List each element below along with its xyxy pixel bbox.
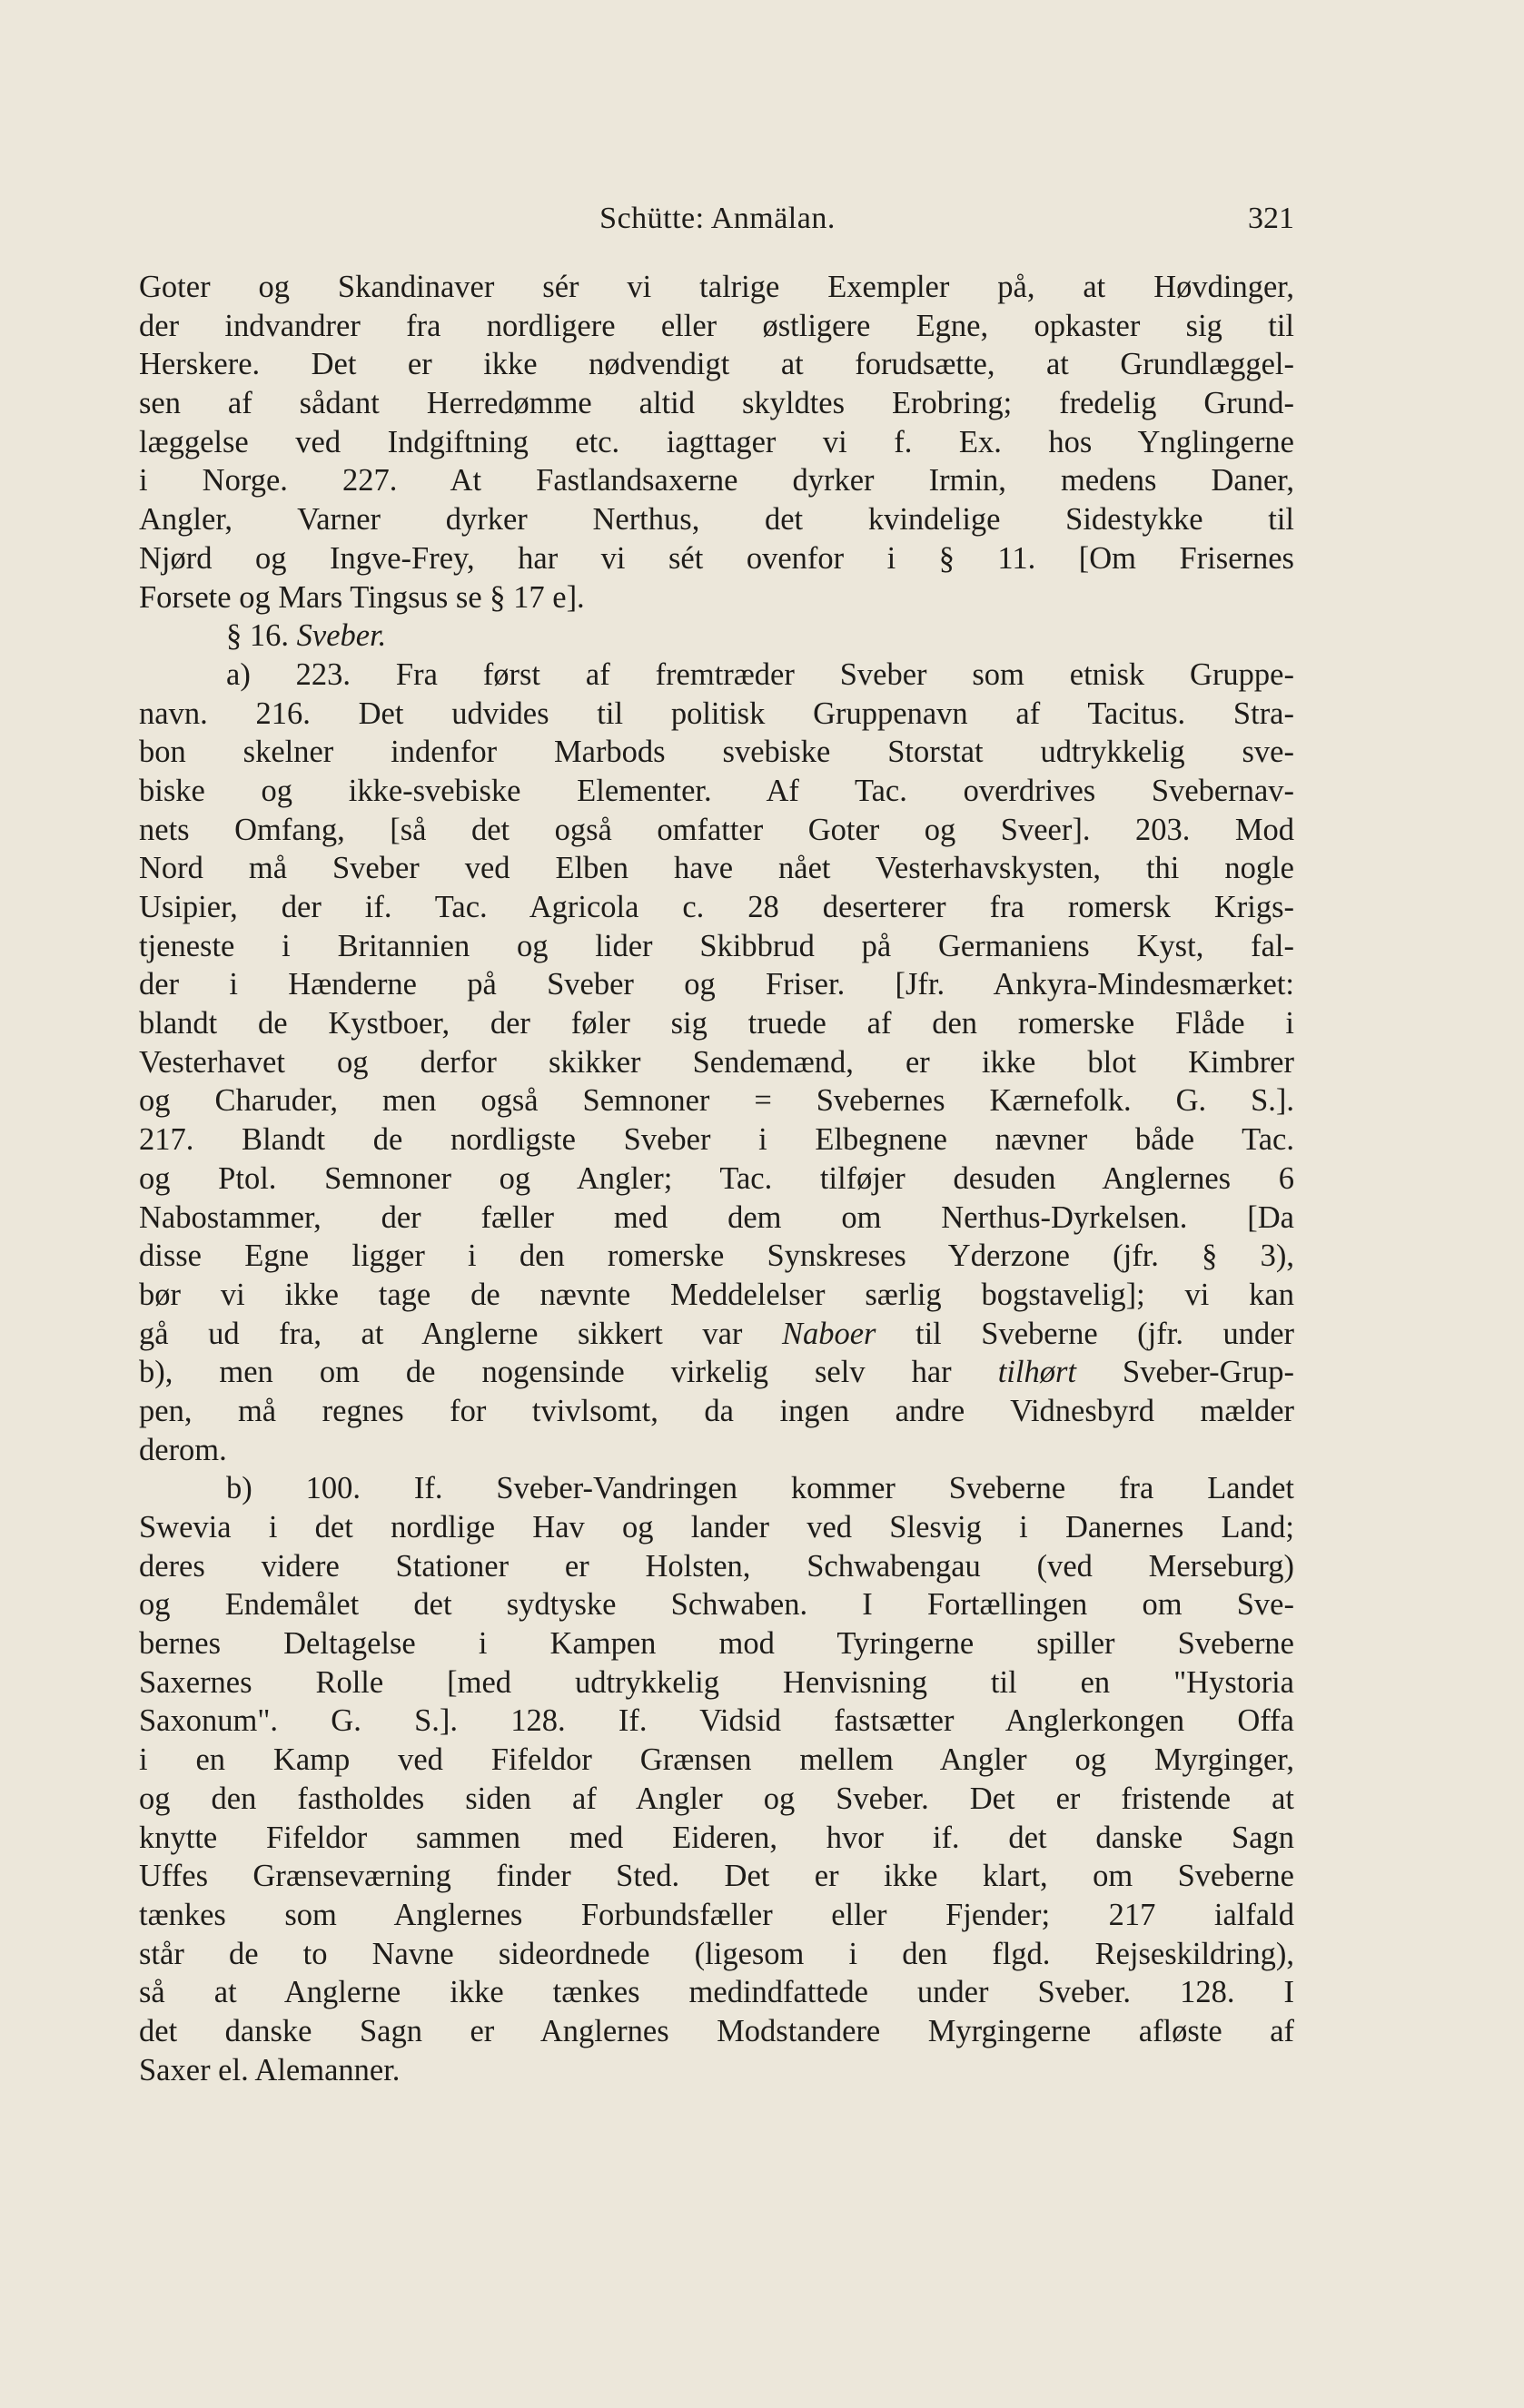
text-line: disse Egne ligger i den romerske Synskreses Yderzone (jfr. § 3), [139, 1239, 1294, 1274]
section-title: Sveber. [296, 618, 387, 654]
text-line: tænkes som Anglernes Forbundsfæller eller Fjender; 217 ialfald [139, 1897, 1294, 1932]
text-line: derom. [139, 1432, 227, 1467]
text-segment: gå ud fra, at Anglerne sikkert var [139, 1316, 743, 1351]
text-line [139, 1315, 1294, 1354]
text-line: Uffes Grænseværning finder Sted. Det er ikke klart, om Sveberne [139, 1859, 1294, 1894]
text-line: læggelse ved Indgiftning etc. iagttager vi f. Ex. hos Ynglingerne [139, 424, 1294, 459]
section-heading [139, 617, 1294, 656]
text-line: og den fastholdes siden af Angler og Sveber. Det er fristende at [139, 1781, 1294, 1816]
text-line: Saxonum". G. S.]. 128. If. Vidsid fastsætter Anglerkongen Offa [139, 1703, 1294, 1739]
text-line: biske og ikke-svebiske Elementer. Af Tac. overdrives Svebernav- [139, 773, 1294, 808]
text-line: tjeneste i Britannien og lider Skibbrud på Germaniens Kyst, fal- [139, 928, 1294, 963]
text-line: i en Kamp ved Fifeldor Grænsen mellem Angler og Myrginger, [139, 1742, 1294, 1778]
text-line: det danske Sagn er Anglernes Modstandere Myrgingerne afløste af [139, 2013, 1294, 2048]
text-line: og Ptol. Semnoner og Angler; Tac. tilføjer desuden Anglernes 6 [139, 1160, 1294, 1196]
text-line: Nord må Sveber ved Elben have nået Vesterhavskysten, thi nogle [139, 851, 1294, 886]
text-line: sen af sådant Herredømme altid skyldtes Erobring; fredelig Grund- [139, 386, 1294, 421]
text-line: bør vi ikke tage de nævnte Meddelelser særlig bogstavelig]; vi kan [139, 1277, 1294, 1312]
text-line: der indvandrer fra nordligere eller østligere Egne, opkaster sig til [139, 308, 1294, 343]
text-line: og Charuder, men også Semnoner = Svebernes Kærnefolk. G. S.]. [139, 1083, 1294, 1119]
text-line: 217. Blandt de nordligste Sveber i Elbegnene nævner både Tac. [139, 1122, 1294, 1158]
text-line: blandt de Kystboer, der føler sig truede af den romerske Flåde i [139, 1006, 1294, 1041]
text-segment: b), men om de nogensinde virkelig selv har [139, 1355, 952, 1390]
text-line: Vesterhavet og derfor skikker Sendemænd, er ikke blot Kimbrer [139, 1044, 1294, 1080]
text-line: Angler, Varner dyrker Nerthus, det kvindelige Sidestykke til [139, 502, 1294, 538]
body-text [139, 268, 1294, 2089]
text-line: deres videre Stationer er Holsten, Schwabengau (ved Merseburg) [139, 1548, 1294, 1584]
text-line: a) 223. Fra først af fremtræder Sveber som etnisk Gruppe- [226, 656, 1294, 692]
text-line: bon skelner indenfor Marbods svebiske Storstat udtrykkelig sve- [139, 735, 1294, 770]
italic-word: Naboer [781, 1316, 876, 1351]
running-head [141, 202, 1294, 238]
section-number: § 16. [226, 618, 289, 654]
text-line: Swevia i det nordlige Hav og lander ved Slesvig i Danernes Land; [139, 1510, 1294, 1544]
running-title: Schütte: Anmälan. [599, 202, 836, 235]
text-line: står de to Navne sideordnede (ligesom i den flgd. Rejseskildring), [139, 1936, 1294, 1971]
text-line: Forsete og Mars Tingsus se § 17 e]. [139, 579, 585, 615]
text-line: nets Omfang, [så det også omfatter Goter og Sveer]. 203. Mod [139, 812, 1294, 847]
text-line: Goter og Skandinaver sér vi talrige Exempler på, at Høvdinger, [139, 270, 1294, 304]
text-line: Usipier, der if. Tac. Agricola c. 28 deserterer fra romersk Krigs- [139, 890, 1294, 924]
text-line: knytte Fifeldor sammen med Eideren, hvor if. det danske Sagn [139, 1820, 1294, 1855]
page-number: 321 [1248, 202, 1294, 235]
text-line [139, 1353, 1294, 1392]
text-line: så at Anglerne ikke tænkes medindfattede under Sveber. 128. I [139, 1975, 1294, 2010]
text-line: Njørd og Ingve-Frey, har vi sét ovenfor i § 11. [Om Frisernes [139, 540, 1294, 576]
text-line: Nabostammer, der fæller med dem om Nerthus-Dyrkelsen. [Da [139, 1199, 1294, 1235]
text-segment: til Sveberne (jfr. under [915, 1316, 1295, 1351]
text-line: b) 100. If. Sveber-Vandringen kommer Sveberne fra Landet [226, 1471, 1294, 1506]
text-line: Saxernes Rolle [med udtrykkelig Henvisning til en "Hystoria [139, 1664, 1294, 1700]
text-line: Saxer el. Alemanner. [139, 2052, 401, 2087]
text-line: pen, må regnes for tvivlsomt, da ingen andre Vidnesbyrd mælder [139, 1393, 1294, 1428]
text-line: i Norge. 227. At Fastlandsaxerne dyrker Irmin, medens Daner, [139, 463, 1294, 498]
text-line: navn. 216. Det udvides til politisk Gruppenavn af Tacitus. Stra- [139, 696, 1294, 731]
text-line: der i Hænderne på Sveber og Friser. [Jfr. Ankyra-Mindesmærket: [139, 967, 1294, 1002]
text-line: bernes Deltagelse i Kampen mod Tyringerne spiller Sveberne [139, 1626, 1294, 1662]
text-line: Herskere. Det er ikke nødvendigt at forudsætte, at Grundlæggel- [139, 347, 1294, 382]
text-segment: Sveber-Grup- [1123, 1355, 1295, 1390]
text-line: og Endemålet det sydtyske Schwaben. I Fortællingen om Sve- [139, 1587, 1294, 1623]
italic-word: tilhørt [997, 1355, 1076, 1390]
